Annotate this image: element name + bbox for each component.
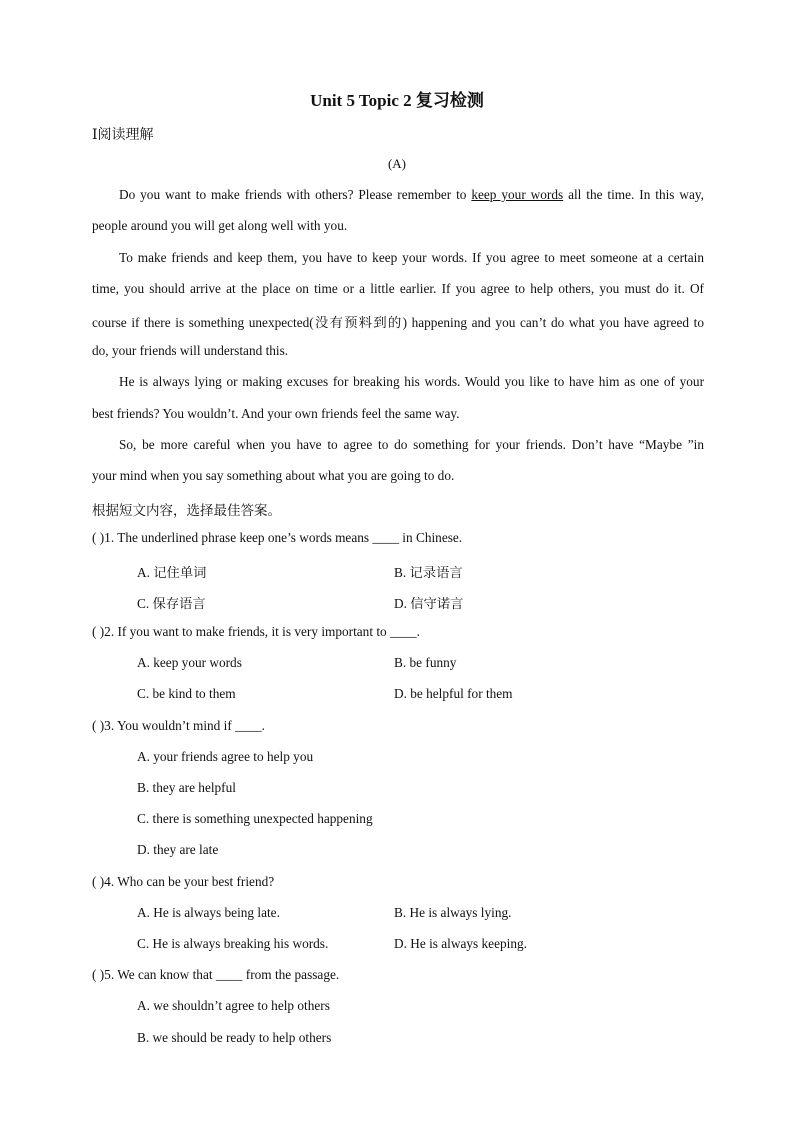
passage-line: best friends? You wouldn’t. And your own friends feel the same way.	[92, 406, 460, 421]
option-a: A. He is always being late.	[137, 905, 280, 920]
question-stem: ( )1. The underlined phrase keep one’s words means ____ in Chinese.	[92, 530, 463, 545]
passage-line: So, be more careful when you have to agree to do something for your friends. Don’t have “Maybe ”in	[119, 437, 704, 452]
option-b: B. 记录语言	[394, 565, 463, 580]
option-d: D. be helpful for them	[394, 686, 513, 701]
option-c: C. He is always breaking his words.	[137, 936, 329, 951]
question-stem: ( )4. Who can be your best friend?	[92, 874, 275, 889]
passage-line: Do you want to make friends with others? Please remember to keep your words all the time. In this way,	[119, 187, 705, 202]
option-d: D. He is always keeping.	[394, 936, 527, 951]
question-stem: ( )2. If you want to make friends, it is very important to ____.	[92, 624, 420, 639]
option-d: D. 信守诺言	[394, 596, 464, 611]
option-c: C. 保存语言	[137, 596, 206, 611]
page-title: Unit 5 Topic 2 复习检测	[310, 91, 484, 110]
instruction: 根据短文内容，选择最佳答案。	[92, 503, 281, 518]
section-heading: Ⅰ阅读理解	[92, 128, 154, 143]
option-a: A. your friends agree to help you	[137, 749, 314, 764]
option-d: D. they are late	[137, 842, 219, 857]
option-c: C. be kind to them	[137, 686, 236, 701]
passage-line: course if there is something unexpected(没有预料到的) happening and you can’t do what you have agreed to	[92, 315, 704, 330]
option-b: B. He is always lying.	[394, 905, 512, 920]
option-a: A. 记住单词	[137, 565, 207, 580]
passage-line: do, your friends will understand this.	[92, 343, 289, 358]
option-c: C. there is something unexpected happening	[137, 811, 373, 826]
passage-line: He is always lying or making excuses for breaking his words. Would you like to have him as one of your	[119, 374, 704, 389]
option-a: A. we shouldn’t agree to help others	[137, 998, 330, 1013]
option-b: B. be funny	[394, 655, 457, 670]
passage-line: time, you should arrive at the place on time or a little earlier. If you agree to help others, you must do it. Of	[92, 281, 704, 296]
passage-label: (A)	[387, 156, 407, 171]
passage-line: your mind when you say something about what you are going to do.	[92, 468, 455, 483]
passage-line: people around you will get along well with you.	[92, 218, 348, 233]
option-a: A. keep your words	[137, 655, 242, 670]
option-b: B. they are helpful	[137, 780, 236, 795]
passage-line: To make friends and keep them, you have to keep your words. If you agree to meet someone at a certain	[119, 250, 704, 265]
question-stem: ( )5. We can know that ____ from the passage.	[92, 967, 340, 982]
question-stem: ( )3. You wouldn’t mind if ____.	[92, 718, 265, 733]
option-b: B. we should be ready to help others	[137, 1030, 332, 1045]
underlined-phrase: keep your words	[471, 187, 564, 202]
